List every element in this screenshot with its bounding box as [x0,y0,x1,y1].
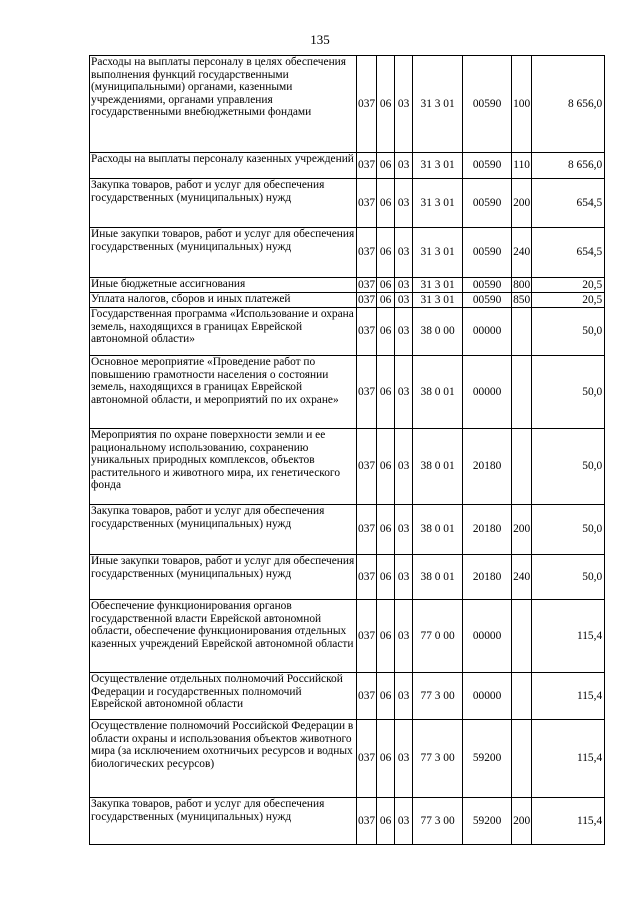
row-name-cell: Иные закупки товаров, работ и услуг для обеспечения государственных (муниципальных) нужд [90,555,357,600]
table-body [90,56,605,845]
section-code-cell: 06 [377,278,395,293]
section-code-cell: 06 [377,429,395,505]
table-row [90,153,605,179]
amount-cell: 50,0 [532,308,605,356]
program-code-cell: 77 0 00 [413,600,463,673]
table-row [90,555,605,600]
program-code-cell: 31 3 01 [413,179,463,228]
amount-cell: 50,0 [532,429,605,505]
ministry-code-cell: 037 [357,600,377,673]
direction-code-cell: 00590 [463,228,512,278]
subsection-code-cell: 03 [395,308,413,356]
section-code-cell: 06 [377,179,395,228]
program-code-cell: 31 3 01 [413,293,463,308]
program-code-cell: 38 0 01 [413,356,463,429]
row-name-cell: Закупка товаров, работ и услуг для обеспечения государственных (муниципальных) нужд [90,179,357,228]
expense-type-cell: 200 [512,798,532,845]
amount-cell: 115,4 [532,600,605,673]
program-code-cell: 77 3 00 [413,673,463,720]
subsection-code-cell: 03 [395,720,413,798]
direction-code-cell: 00590 [463,179,512,228]
table-row [90,278,605,293]
row-name-cell: Иные бюджетные ассигнования [90,278,357,293]
subsection-code-cell: 03 [395,278,413,293]
amount-cell: 115,4 [532,720,605,798]
program-code-cell: 38 0 00 [413,308,463,356]
ministry-code-cell: 037 [357,153,377,179]
expense-type-cell: 200 [512,505,532,555]
expense-type-cell [512,308,532,356]
direction-code-cell: 00590 [463,153,512,179]
subsection-code-cell: 03 [395,179,413,228]
ministry-code-cell: 037 [357,720,377,798]
section-code-cell: 06 [377,293,395,308]
amount-cell: 654,5 [532,228,605,278]
row-name-cell: Государственная программа «Использование и охрана земель, находящихся в границах Еврейской автономной области» [90,308,357,356]
expense-type-cell: 110 [512,153,532,179]
expense-type-cell: 100 [512,56,532,153]
expense-type-cell: 200 [512,179,532,228]
table-row [90,308,605,356]
amount-cell: 115,4 [532,798,605,845]
ministry-code-cell: 037 [357,429,377,505]
program-code-cell: 77 3 00 [413,798,463,845]
ministry-code-cell: 037 [357,798,377,845]
amount-cell: 50,0 [532,356,605,429]
section-code-cell: 06 [377,356,395,429]
direction-code-cell: 20180 [463,505,512,555]
expense-type-cell: 240 [512,555,532,600]
section-code-cell: 06 [377,228,395,278]
section-code-cell: 06 [377,56,395,153]
section-code-cell: 06 [377,673,395,720]
ministry-code-cell: 037 [357,228,377,278]
row-name-cell: Уплата налогов, сборов и иных платежей [90,293,357,308]
section-code-cell: 06 [377,308,395,356]
amount-cell: 8 656,0 [532,153,605,179]
amount-cell: 20,5 [532,293,605,308]
expense-type-cell [512,600,532,673]
subsection-code-cell: 03 [395,356,413,429]
program-code-cell: 38 0 01 [413,555,463,600]
section-code-cell: 06 [377,720,395,798]
table-row [90,56,605,153]
row-name-cell: Закупка товаров, работ и услуг для обеспечения государственных (муниципальных) нужд [90,505,357,555]
row-name-cell: Осуществление полномочий Российской Федерации в области охраны и использования объектов животного мира (за исключением охотничьих ресурсов и водных биологических ресурсов) [90,720,357,798]
subsection-code-cell: 03 [395,429,413,505]
row-name-cell: Обеспечение функционирования органов государственной власти Еврейской автономной области, обеспечение функционирования отдельных казенных учреждений Еврейской автономной области [90,600,357,673]
section-code-cell: 06 [377,798,395,845]
amount-cell: 50,0 [532,555,605,600]
ministry-code-cell: 037 [358,293,376,306]
program-code-cell: 31 3 01 [413,278,463,293]
row-name-cell: Расходы на выплаты персоналу казенных учреждений [90,153,357,179]
table-row [90,228,605,278]
amount-cell: 654,5 [532,179,605,228]
ministry-code-cell: 037 [357,505,377,555]
ministry-code-cell: 037 [357,56,377,153]
table-row [90,600,605,673]
table-row [90,673,605,720]
section-code-cell: 06 [377,153,395,179]
direction-code-cell: 59200 [463,798,512,845]
direction-code-cell: 00590 [463,293,512,308]
ministry-code-cell: 037 [357,555,377,600]
budget-table [89,55,605,845]
amount-cell: 115,4 [532,673,605,720]
table-row [90,505,605,555]
subsection-code-cell: 03 [395,153,413,179]
program-code-cell: 77 3 00 [413,720,463,798]
row-name-cell: Осуществление отдельных полномочий Российской Федерации и государственных полномочий Еврейской автономной области [90,673,357,720]
program-code-cell: 38 0 01 [413,429,463,505]
direction-code-cell: 00590 [463,56,512,153]
subsection-code-cell: 03 [395,798,413,845]
program-code-cell: 31 3 01 [413,228,463,278]
row-name-cell: Закупка товаров, работ и услуг для обеспечения государственных (муниципальных) нужд [90,798,357,845]
subsection-code-cell: 03 [395,555,413,600]
direction-code-cell: 00590 [463,278,512,293]
amount-cell: 50,0 [532,505,605,555]
direction-code-cell: 20180 [463,429,512,505]
row-name-cell: Мероприятия по охране поверхности земли и ее рациональному использованию, сохранению уникальных природных комплексов, объектов растительного и животного мира, их генетического фонда [90,429,357,505]
expense-type-cell [512,429,532,505]
direction-code-cell: 00000 [463,600,512,673]
direction-code-cell: 00000 [463,356,512,429]
table-row [90,356,605,429]
ministry-code-cell: 037 [357,356,377,429]
ministry-code-cell: 037 [357,308,377,356]
ministry-code-cell: 037 [357,179,377,228]
table-row [90,179,605,228]
program-code-cell: 31 3 01 [413,56,463,153]
direction-code-cell: 20180 [463,555,512,600]
direction-code-cell: 00000 [463,673,512,720]
expense-type-cell [512,673,532,720]
table-row [90,720,605,798]
expense-type-cell: 800 [513,278,531,291]
section-code-cell: 06 [377,600,395,673]
amount-cell: 8 656,0 [532,56,605,153]
ministry-code-cell: 037 [358,278,376,291]
section-code-cell: 06 [377,555,395,600]
expense-type-cell [512,356,532,429]
expense-type-cell: 240 [512,228,532,278]
row-name-cell: Основное мероприятие «Проведение работ по повышению грамотности населения о состоянии земель, находящихся в границах Еврейской автономной области, и мероприятий по их охране» [90,356,357,429]
direction-code-cell: 00000 [463,308,512,356]
program-code-cell: 31 3 01 [413,153,463,179]
table-row [90,429,605,505]
amount-cell: 20,5 [532,278,605,293]
ministry-code-cell: 037 [357,673,377,720]
program-code-cell: 38 0 01 [413,505,463,555]
direction-code-cell: 59200 [463,720,512,798]
page-number: 135 [310,32,330,47]
subsection-code-cell: 03 [395,673,413,720]
subsection-code-cell: 03 [395,228,413,278]
subsection-code-cell: 03 [395,293,413,308]
subsection-code-cell: 03 [395,505,413,555]
section-code-cell: 06 [377,505,395,555]
subsection-code-cell: 03 [395,56,413,153]
expense-type-cell: 850 [513,293,531,306]
table-row [90,293,605,308]
expense-type-cell [512,720,532,798]
row-name-cell: Расходы на выплаты персоналу в целях обеспечения выполнения функций государственными (муниципальными) органами, казенными учреждениями, органами управления государственными внебюджетными фондами [90,56,357,153]
subsection-code-cell: 03 [395,600,413,673]
table-row [90,798,605,845]
row-name-cell: Иные закупки товаров, работ и услуг для обеспечения государственных (муниципальных) нужд [90,228,357,278]
